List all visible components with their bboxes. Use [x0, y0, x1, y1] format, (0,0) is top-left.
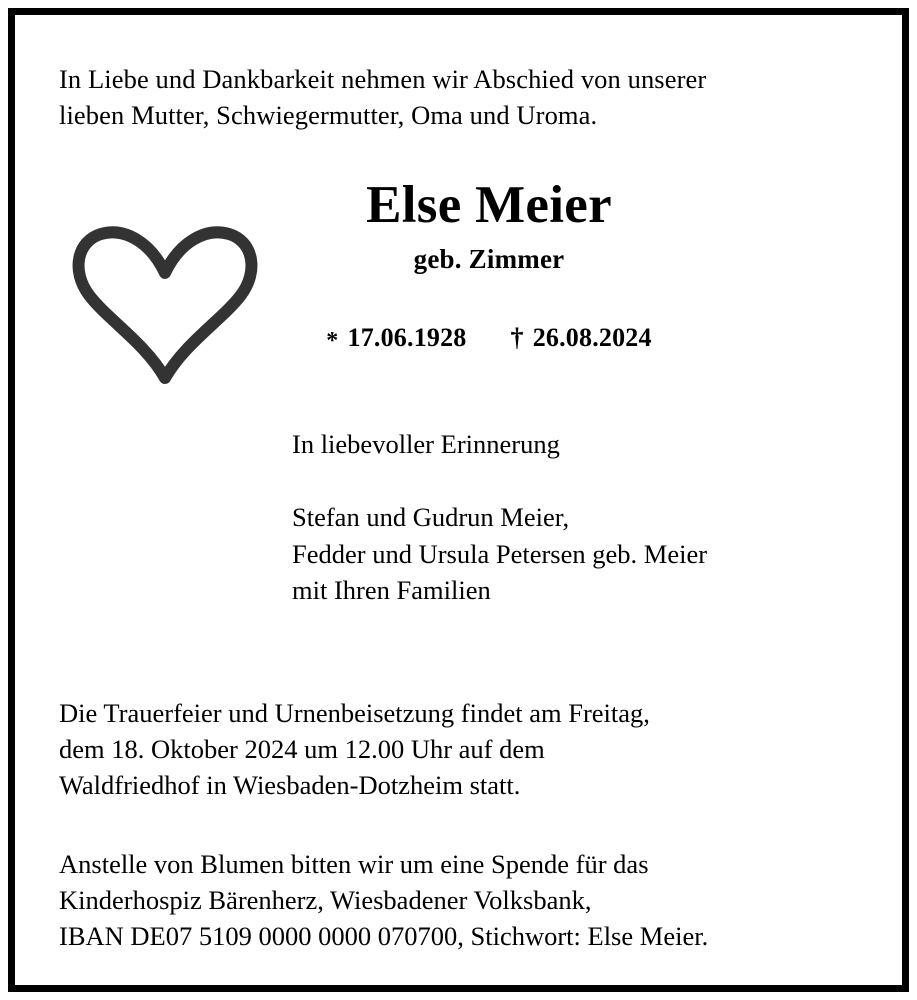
memorial-heading: In liebevoller Erinnerung [292, 429, 560, 459]
donation-iban-line: IBAN DE07 5109 0000 0000 070700, Stichwort: Else Meier. [59, 921, 709, 952]
service-line-2: dem 18. Oktober 2024 um 12.00 Uhr auf dem [59, 734, 545, 765]
survivor-line: Fedder und Ursula Petersen geb. Meier [292, 538, 708, 569]
birth-star-icon: * [326, 328, 339, 354]
donation-details [59, 846, 869, 954]
death-date: 26.08.2024 [532, 323, 652, 352]
service-line-1: Die Trauerfeier und Urnenbeisetzung findet am Freitag, [59, 698, 650, 728]
deceased-name: Else Meier [366, 176, 612, 234]
survivors-list [292, 499, 852, 609]
intro-line-2: lieben Mutter, Schwiegermutter, Oma und Uroma. [59, 100, 598, 131]
intro-text [59, 61, 849, 133]
maiden-name: geb. Zimmer [413, 243, 565, 274]
name-block [263, 178, 715, 275]
heart-icon [67, 223, 263, 386]
birth-date-group [326, 323, 466, 353]
service-line-3: Waldfriedhof in Wiesbaden-Dotzheim statt. [59, 770, 521, 801]
obituary-notice-card [8, 8, 909, 992]
service-details [59, 695, 859, 803]
survivor-line: mit Ihren Familien [292, 575, 491, 606]
intro-line-1: In Liebe und Dankbarkeit nehmen wir Abschied von unserer [59, 64, 707, 94]
cross-dagger-icon: † [510, 323, 524, 352]
life-dates [263, 323, 715, 353]
donation-line-1: Anstelle von Blumen bitten wir um eine Spende für das [59, 849, 649, 879]
survivor-line: Stefan und Gudrun Meier, [292, 502, 570, 532]
birth-date: 17.06.1928 [347, 323, 467, 352]
death-date-group [511, 323, 652, 353]
donation-line-2: Kinderhospiz Bärenherz, Wiesbadener Volksbank, [59, 885, 592, 916]
